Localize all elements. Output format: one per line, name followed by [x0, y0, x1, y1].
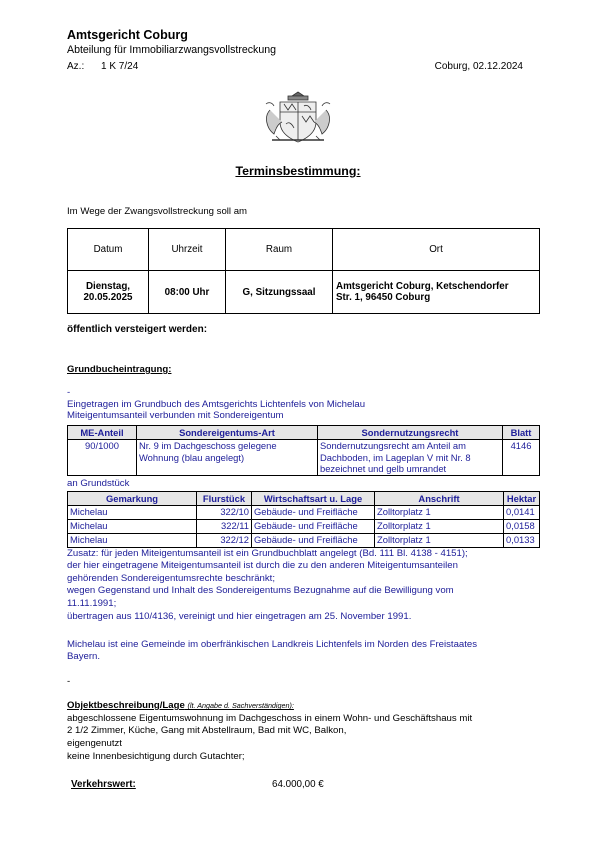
note-line: gehörenden Sondereigentumsrechte beschränkt;	[67, 573, 276, 584]
me-header-row	[68, 426, 540, 440]
parcel-col-anschrift: Anschrift	[375, 492, 504, 506]
auction-text: öffentlich versteigert werden:	[67, 324, 208, 335]
parcel-col-hektar: Hektar	[504, 492, 540, 506]
document-title: Terminsbestimmung:	[235, 164, 361, 178]
parcel-gemarkung: Michelau	[68, 520, 197, 534]
me-col-snr: Sondernutzungsrecht	[318, 426, 503, 440]
objekt-heading-text: Objektbeschreibung/Lage	[67, 700, 185, 711]
grundbuch-line1: Eingetragen im Grundbuch des Amtsgerichts Lichtenfels von Michelau	[67, 399, 366, 410]
me-col-blatt: Blatt	[503, 426, 540, 440]
note-line: wegen Gegenstand und Inhalt des Sondereigentums Bezugnahme auf die Bewilligung vom	[67, 585, 454, 596]
parcel-anschrift: Zolltorplatz 1	[375, 534, 504, 548]
parcel-anschrift: Zolltorplatz 1	[375, 520, 504, 534]
municipality-line2: Bayern.	[67, 651, 101, 662]
col-room: Raum	[226, 229, 333, 271]
place-line2: Str. 1, 96450 Coburg	[336, 292, 431, 303]
me-col-anteil: ME-Anteil	[68, 426, 137, 440]
parcel-anschrift: Zolltorplatz 1	[375, 506, 504, 520]
col-date: Datum	[68, 229, 149, 271]
objekt-line: keine Innenbesichtigung durch Gutachter;	[67, 751, 245, 762]
parcel-art: Gebäude- und Freifläche	[252, 506, 375, 520]
cell-date	[68, 271, 149, 314]
me-snr-line: bezeichnet und gelb umrandet	[320, 463, 447, 474]
grundstueck-label: an Grundstück	[67, 478, 130, 489]
table-row	[68, 534, 540, 548]
parcel-flur: 322/10	[197, 506, 252, 520]
me-snr	[318, 440, 503, 476]
parcel-art: Gebäude- und Freifläche	[252, 520, 375, 534]
note-line: 11.11.1991;	[67, 598, 117, 609]
az-value: 1 K 7/24	[101, 61, 139, 72]
me-col-art: Sondereigentums-Art	[137, 426, 318, 440]
coat-of-arms-seal	[258, 90, 338, 146]
date-line1: Dienstag,	[85, 281, 131, 292]
parcel-col-art: Wirtschaftsart u. Lage	[252, 492, 375, 506]
note-line: Zusatz: für jeden Miteigentumsanteil ist ein Grundbuchblatt angelegt (Bd. 111 Bl. 4138 - 4151);	[67, 548, 468, 559]
dash-marker: -	[67, 387, 71, 398]
note-line: übertragen aus 110/4136, vereinigt und hier eingetragen am 25. November 1991.	[67, 611, 412, 622]
objekt-heading	[67, 700, 294, 711]
table-row	[68, 506, 540, 520]
appointment-table	[67, 228, 540, 314]
parcel-hektar: 0,0141	[504, 506, 540, 520]
parcel-gemarkung: Michelau	[68, 534, 197, 548]
parcel-hektar: 0,0158	[504, 520, 540, 534]
intro-text: Im Wege der Zwangsvollstreckung soll am	[67, 206, 248, 217]
col-place: Ort	[333, 229, 540, 271]
az-label: Az.:	[67, 61, 85, 72]
me-snr-line: Dachboden, im Lageplan V mit Nr. 8	[320, 451, 471, 463]
dash-marker: -	[67, 676, 71, 687]
place-date: Coburg, 02.12.2024	[434, 61, 523, 72]
objekt-line: abgeschlossene Eigentumswohnung im Dachgeschoss in einem Wohn- und Geschäftshaus mit	[67, 713, 473, 724]
table-header-row	[68, 229, 540, 271]
place-line1: Amtsgericht Coburg, Ketschendorfer	[336, 281, 509, 292]
grundbuch-line2: Miteigentumsanteil verbunden mit Sondereigentum	[67, 410, 284, 421]
me-art-line: Wohnung (blau angelegt)	[139, 451, 245, 463]
cell-time: 08:00 Uhr	[149, 271, 226, 314]
parcel-hektar: 0,0133	[504, 534, 540, 548]
table-row	[68, 440, 540, 476]
parcel-art: Gebäude- und Freifläche	[252, 534, 375, 548]
parcel-flur: 322/12	[197, 534, 252, 548]
parcel-flur: 322/11	[197, 520, 252, 534]
table-row	[68, 520, 540, 534]
cell-room: G, Sitzungssaal	[226, 271, 333, 314]
cell-place	[333, 271, 540, 314]
table-row	[68, 271, 540, 314]
me-snr-line: Sondernutzungsrecht am Anteil am	[320, 440, 466, 451]
municipality-line1: Michelau ist eine Gemeinde im oberfränkischen Landkreis Lichtenfels im Norden des Freistaates	[67, 639, 478, 650]
objekt-heading-note: (lt. Angabe d. Sachverständigen):	[187, 701, 294, 710]
verkehrswert-label: Verkehrswert:	[71, 779, 136, 790]
me-blatt: 4146	[503, 440, 540, 476]
grundbuch-heading: Grundbucheintragung:	[67, 364, 172, 375]
date-line2: 20.05.2025	[83, 292, 133, 303]
me-art	[137, 440, 318, 476]
court-name: Amtsgericht Coburg	[67, 28, 188, 42]
parcel-header-row	[68, 492, 540, 506]
parcel-gemarkung: Michelau	[68, 506, 197, 520]
department: Abteilung für Immobiliarzwangsvollstreckung	[67, 44, 277, 56]
parcel-table	[67, 491, 540, 548]
objekt-line: eigengenutzt	[67, 738, 122, 749]
note-line: der hier eingetragene Miteigentumsanteil ist durch die zu den anderen Miteigentumsanteilen	[67, 560, 458, 571]
col-time: Uhrzeit	[149, 229, 226, 271]
verkehrswert-value: 64.000,00 €	[272, 779, 324, 790]
me-table	[67, 425, 540, 476]
parcel-col-gemarkung: Gemarkung	[68, 492, 197, 506]
me-art-line: Nr. 9 im Dachgeschoss gelegene	[139, 440, 277, 451]
objekt-line: 2 1/2 Zimmer, Küche, Gang mit Abstellraum, Bad mit WC, Balkon,	[67, 725, 347, 736]
parcel-col-flur: Flurstück	[197, 492, 252, 506]
me-anteil: 90/1000	[68, 440, 137, 476]
